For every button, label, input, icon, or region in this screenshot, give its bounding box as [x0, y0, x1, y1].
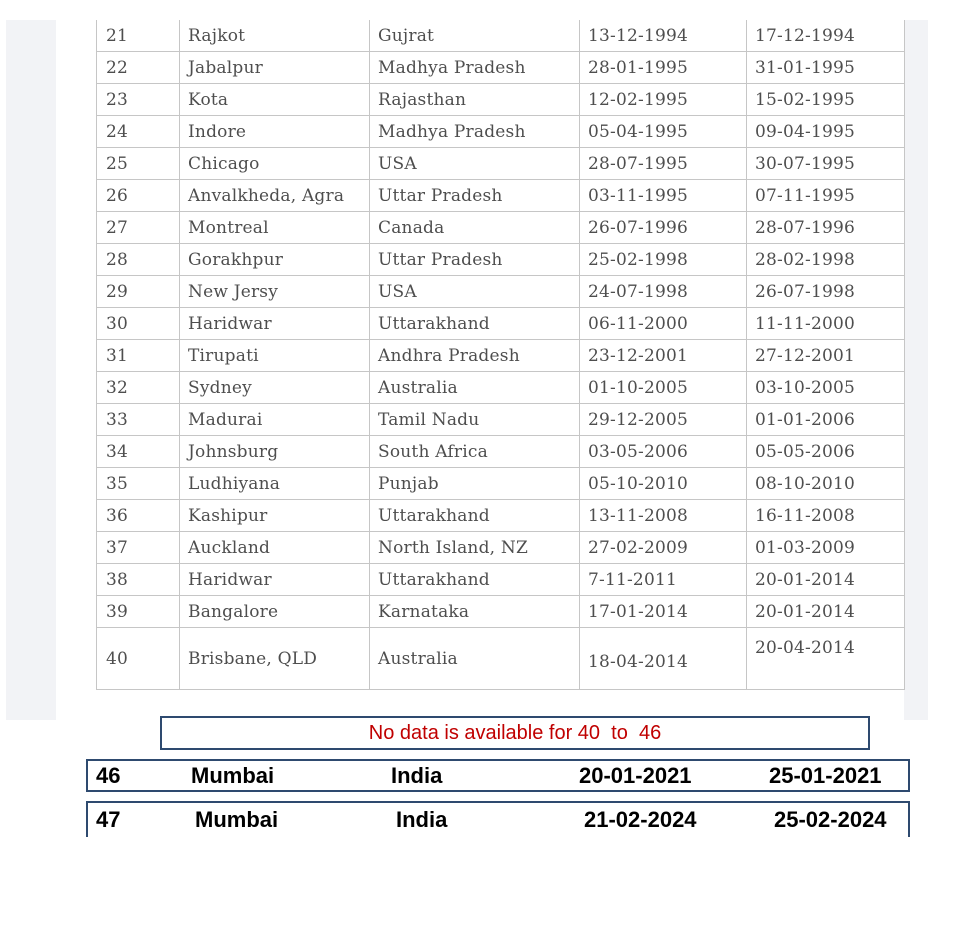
- row-number: 23: [97, 84, 180, 116]
- row-state: Rajasthan: [370, 84, 580, 116]
- row-state: South Africa: [370, 436, 580, 468]
- row-start-date: 13-12-1994: [580, 20, 747, 52]
- table-row: [97, 628, 905, 690]
- row-number: 21: [97, 20, 180, 52]
- left-margin-band: [6, 20, 56, 720]
- row-end-date: 30-07-1995: [747, 148, 905, 180]
- row-city: Bangalore: [180, 596, 370, 628]
- row-start-date: 01-10-2005: [580, 372, 747, 404]
- row-city: Johnsburg: [180, 436, 370, 468]
- row-number: 36: [97, 500, 180, 532]
- row-city: Anvalkheda, Agra: [180, 180, 370, 212]
- row-city: Chicago: [180, 148, 370, 180]
- table-row: [97, 212, 905, 244]
- row-state: Madhya Pradesh: [370, 116, 580, 148]
- table-row: [97, 564, 905, 596]
- row-state: Punjab: [370, 468, 580, 500]
- row-state: Uttarakhand: [370, 500, 580, 532]
- row-city: Madurai: [180, 404, 370, 436]
- row-city: Kashipur: [180, 500, 370, 532]
- row-number: 38: [97, 564, 180, 596]
- row-end-date: 16-11-2008: [747, 500, 905, 532]
- row-city: Kota: [180, 84, 370, 116]
- row-number: 39: [97, 596, 180, 628]
- row-city: Brisbane, QLD: [180, 628, 370, 690]
- row-state: USA: [370, 148, 580, 180]
- row-state: Uttar Pradesh: [370, 244, 580, 276]
- row-number: 35: [97, 468, 180, 500]
- row-city: Sydney: [180, 372, 370, 404]
- table-row: [97, 468, 905, 500]
- bottom-row-46: [86, 759, 910, 792]
- row-number: 30: [97, 308, 180, 340]
- table-row: [97, 84, 905, 116]
- row-number: 31: [97, 340, 180, 372]
- row-city: Indore: [180, 116, 370, 148]
- row-number: 33: [97, 404, 180, 436]
- table-row: [97, 116, 905, 148]
- row-number: 22: [97, 52, 180, 84]
- row-end-date: 05-05-2006: [747, 436, 905, 468]
- row-number: 46: [96, 763, 121, 788]
- table-row: [97, 52, 905, 84]
- row-start-date: 03-11-1995: [580, 180, 747, 212]
- row-city: Montreal: [180, 212, 370, 244]
- table-row: [97, 596, 905, 628]
- bottom-row-47: [86, 801, 910, 837]
- row-city: Haridwar: [180, 564, 370, 596]
- table-row: [97, 148, 905, 180]
- row-start-date: 26-07-1996: [580, 212, 747, 244]
- table-row: [97, 20, 905, 52]
- row-city: Gorakhpur: [180, 244, 370, 276]
- row-start-date: 27-02-2009: [580, 532, 747, 564]
- row-state: Australia: [370, 372, 580, 404]
- table-row: [97, 500, 905, 532]
- row-end-date: 01-01-2006: [747, 404, 905, 436]
- table-row: [97, 180, 905, 212]
- row-state: Karnataka: [370, 596, 580, 628]
- row-city: Rajkot: [180, 20, 370, 52]
- row-end-date: 31-01-1995: [747, 52, 905, 84]
- row-city: New Jersy: [180, 276, 370, 308]
- row-end-date: 28-07-1996: [747, 212, 905, 244]
- row-state: Madhya Pradesh: [370, 52, 580, 84]
- row-city: Jabalpur: [180, 52, 370, 84]
- row-city: Mumbai: [195, 807, 279, 832]
- row-start-date: 24-07-1998: [580, 276, 747, 308]
- table-row: [97, 532, 905, 564]
- row-city: Haridwar: [180, 308, 370, 340]
- table-row: [97, 372, 905, 404]
- row-end-date: 15-02-1995: [747, 84, 905, 116]
- table-row: [97, 308, 905, 340]
- row-start-date: 21-02-2024: [584, 807, 697, 832]
- row-city: Ludhiyana: [180, 468, 370, 500]
- row-state: Tamil Nadu: [370, 404, 580, 436]
- row-end-date: 08-10-2010: [747, 468, 905, 500]
- row-state: North Island, NZ: [370, 532, 580, 564]
- row-city: Mumbai: [191, 763, 275, 788]
- row-end-date: 17-12-1994: [747, 20, 905, 52]
- table-row: [97, 436, 905, 468]
- row-number: 34: [97, 436, 180, 468]
- row-state: India: [396, 807, 448, 832]
- table-row: [97, 404, 905, 436]
- row-start-date: 05-10-2010: [580, 468, 747, 500]
- events-table: [96, 20, 905, 690]
- row-start-date: 23-12-2001: [580, 340, 747, 372]
- no-data-notice: No data is available for 40 to 46: [160, 716, 870, 750]
- table-row: [97, 340, 905, 372]
- row-state: Uttar Pradesh: [370, 180, 580, 212]
- row-number: 27: [97, 212, 180, 244]
- row-start-date: 03-05-2006: [580, 436, 747, 468]
- row-number: 40: [97, 628, 180, 690]
- row-state: Uttarakhand: [370, 564, 580, 596]
- row-number: 29: [97, 276, 180, 308]
- row-start-date: 18-04-2014: [580, 628, 747, 690]
- row-number: 24: [97, 116, 180, 148]
- row-number: 26: [97, 180, 180, 212]
- row-end-date: 09-04-1995: [747, 116, 905, 148]
- row-start-date: 28-07-1995: [580, 148, 747, 180]
- row-number: 47: [96, 807, 121, 832]
- row-state: India: [391, 763, 443, 788]
- table-row: [97, 244, 905, 276]
- row-state: USA: [370, 276, 580, 308]
- row-end-date: 20-01-2014: [747, 564, 905, 596]
- row-start-date: 20-01-2021: [579, 763, 692, 788]
- row-state: Uttarakhand: [370, 308, 580, 340]
- row-end-date: 27-12-2001: [747, 340, 905, 372]
- row-state: Gujrat: [370, 20, 580, 52]
- row-number: 25: [97, 148, 180, 180]
- row-end-date: 03-10-2005: [747, 372, 905, 404]
- row-start-date: 17-01-2014: [580, 596, 747, 628]
- row-end-date: 25-02-2024: [774, 807, 887, 832]
- row-end-date: 11-11-2000: [747, 308, 905, 340]
- row-number: 37: [97, 532, 180, 564]
- row-state: Andhra Pradesh: [370, 340, 580, 372]
- row-city: Auckland: [180, 532, 370, 564]
- row-end-date: 25-01-2021: [769, 763, 882, 788]
- row-end-date: 07-11-1995: [747, 180, 905, 212]
- row-state: Australia: [370, 628, 580, 690]
- row-end-date: 20-01-2014: [747, 596, 905, 628]
- right-margin-band: [904, 20, 928, 720]
- row-number: 28: [97, 244, 180, 276]
- row-end-date: 01-03-2009: [747, 532, 905, 564]
- row-end-date: 20-04-2014: [747, 628, 905, 690]
- row-end-date: 28-02-1998: [747, 244, 905, 276]
- row-start-date: 7-11-2011: [580, 564, 747, 596]
- row-start-date: 06-11-2000: [580, 308, 747, 340]
- row-start-date: 13-11-2008: [580, 500, 747, 532]
- row-start-date: 25-02-1998: [580, 244, 747, 276]
- row-city: Tirupati: [180, 340, 370, 372]
- table-row: [97, 276, 905, 308]
- row-state: Canada: [370, 212, 580, 244]
- row-start-date: 29-12-2005: [580, 404, 747, 436]
- row-start-date: 12-02-1995: [580, 84, 747, 116]
- row-number: 32: [97, 372, 180, 404]
- row-start-date: 05-04-1995: [580, 116, 747, 148]
- row-end-date: 26-07-1998: [747, 276, 905, 308]
- events-table-body: [97, 20, 905, 690]
- row-start-date: 28-01-1995: [580, 52, 747, 84]
